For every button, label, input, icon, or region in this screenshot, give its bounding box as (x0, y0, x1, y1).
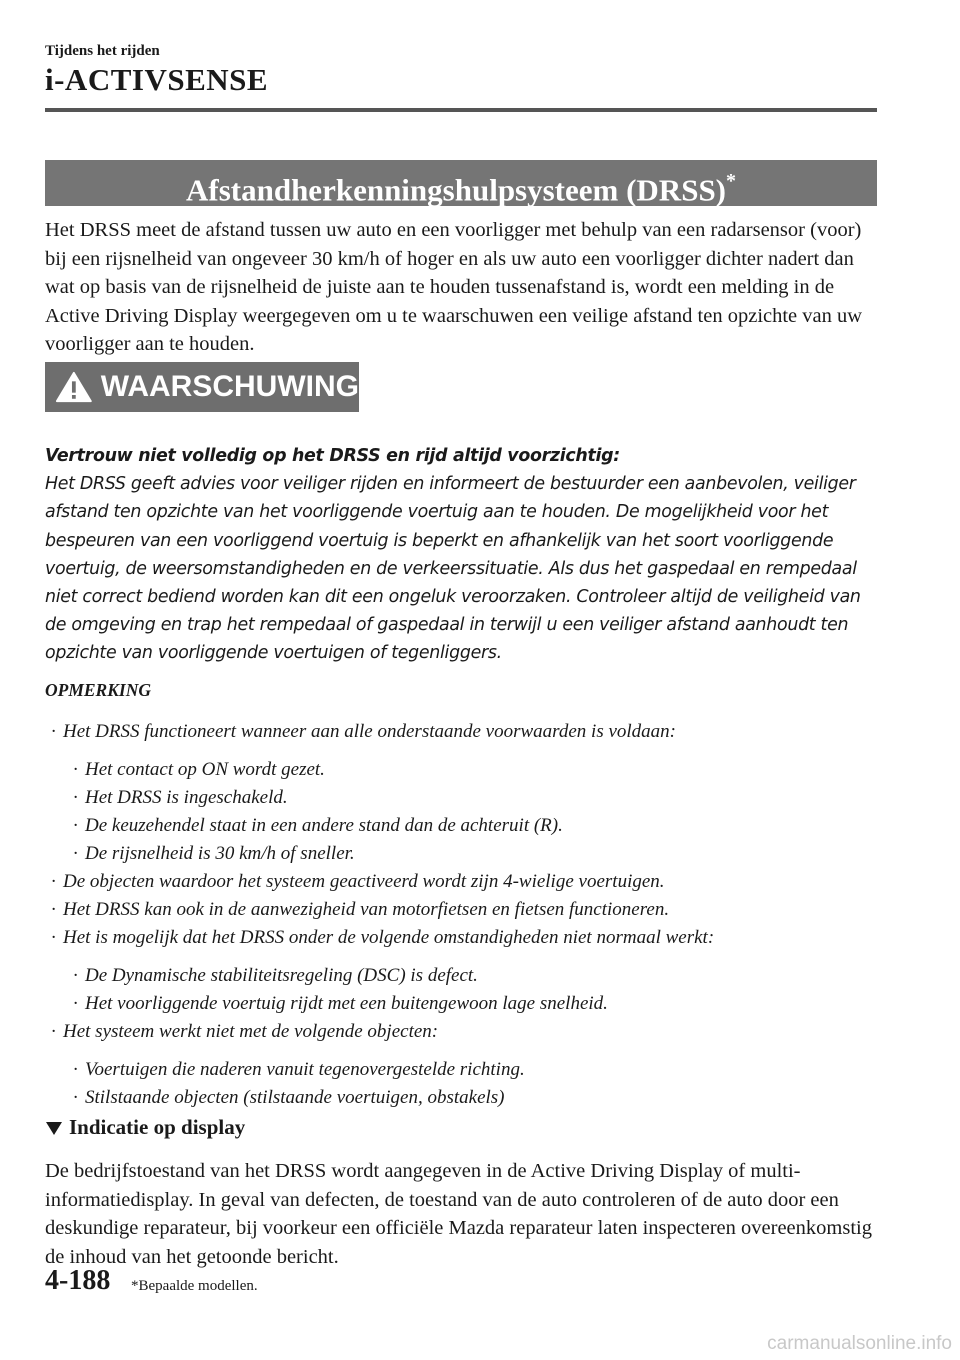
warning-title: Vertrouw niet volledig op het DRSS en rijd altijd voorzichtig: (45, 446, 620, 466)
bullet-icon: · (51, 1021, 56, 1042)
warning-triangle-icon (55, 370, 93, 404)
bullet-icon: · (73, 965, 78, 986)
bullet-icon: · (51, 871, 56, 892)
bullet-icon: · (73, 787, 78, 808)
bullet-icon: · (51, 899, 56, 920)
bullet-icon: · (73, 815, 78, 836)
section-title: Afstandherkenningshulpsysteem (DRSS) (185, 172, 727, 208)
breadcrumb: Tijdens het rijden (45, 43, 160, 59)
warning-text: Het DRSS geeft advies voor veiliger rijden en informeert de bestuurder een aanbevolen, veiliger afstand ten opzichte van het voorliggende voertuig aan te houden. De mogelijkheid voor het bespeuren van een voorliggend voertuig is beperkt en afhankelijk van het soort voorliggende voertuig, de weersomstandigheden en de verkeerssituatie. Als dus het gaspedaal en rempedaal niet correct bediend worden kan dit een ongeluk veroorzaken. Controleer altijd de veiligheid van de omgeving en trap het rempedaal of gaspedaal in terwijl u een veiliger afstand aanhoudt ten opzichte van voorliggende voertuigen of tegenliggers. (45, 474, 861, 664)
note-subitem: · Voertuigen die naderen vanuit tegenovergestelde richting. (45, 1056, 885, 1084)
note-item: · De objecten waardoor het systeem geactiveerd wordt zijn 4-wielige voertuigen. (45, 868, 885, 896)
warning-badge (45, 362, 359, 412)
note-subitem: · De keuzehendel staat in een andere stand dan de achteruit (R). (45, 812, 885, 840)
note-subitem: · De Dynamische stabiliteitsregeling (DSC) is defect. (45, 962, 885, 990)
bullet-icon: · (73, 843, 78, 864)
note-subitem: · Het DRSS is ingeschakeld. (45, 784, 885, 812)
triangle-down-icon (45, 1120, 63, 1136)
display-heading-label: Indicatie op display (69, 1115, 246, 1139)
note-subitem: · Het voorliggende voertuig rijdt met een buitengewoon lage snelheid. (45, 990, 885, 1018)
bullet-icon: · (51, 927, 56, 948)
bullet-icon: · (73, 993, 78, 1014)
page-number: 4-188 (45, 1265, 111, 1296)
note-item: · Het DRSS kan ook in de aanwezigheid van motorfietsen en fietsen functioneren. (45, 896, 885, 924)
bullet-icon: · (51, 721, 56, 742)
display-heading (45, 1115, 245, 1140)
chapter-title: i-ACTIVSENSE (45, 62, 269, 97)
intro-paragraph: Het DRSS meet de afstand tussen uw auto en een voorligger met behulp van een radarsensor (voor) bij een rijsnelheid van ongeveer 30 km/h of hoger en als uw auto een voorligger dichter nadert dan wat op basis van de rijsnelheid de juiste aan te houden tussenafstand is, wordt een melding in de Active Driving Display weergegeven om u te waarschuwen een veilige afstand ten opzichte van uw voorligger aan te houden. (45, 219, 863, 355)
note-subitem: · De rijsnelheid is 30 km/h of sneller. (45, 840, 885, 868)
section-title-mark: * (726, 170, 737, 192)
bullet-icon: · (73, 1059, 78, 1080)
watermark: carmanualsonline.info (767, 1333, 952, 1354)
footnote: *Bepaalde modellen. (131, 1278, 258, 1294)
display-paragraph: De bedrijfstoestand van het DRSS wordt aangegeven in de Active Driving Display of multi-informatiedisplay. In geval van defecten, de toestand van de auto controleren of de auto door een deskundige reparateur, bij voorkeur een officiële Mazda reparateur laten inspecteren overeenkomstig de inhoud van het getoonde bericht. (45, 1160, 872, 1268)
note-list (45, 718, 885, 1112)
warning-label: WAARSCHUWING (100, 370, 359, 403)
warning-body (45, 442, 885, 668)
note-item: · Het DRSS functioneert wanneer aan alle onderstaande voorwaarden is voldaan: (45, 718, 885, 746)
note-subitem: · Het contact op ON wordt gezet. (45, 756, 885, 784)
note-item: · Het is mogelijk dat het DRSS onder de volgende omstandigheden niet normaal werkt: (45, 924, 885, 952)
chapter-divider (45, 108, 877, 112)
bullet-icon: · (73, 1087, 78, 1108)
note-label: OPMERKING (45, 680, 151, 700)
note-item: · Het systeem werkt niet met de volgende objecten: (45, 1018, 885, 1046)
note-subitem: · Stilstaande objecten (stilstaande voertuigen, obstakels) (45, 1084, 885, 1112)
section-title-bar (45, 160, 877, 206)
bullet-icon: · (73, 759, 78, 780)
